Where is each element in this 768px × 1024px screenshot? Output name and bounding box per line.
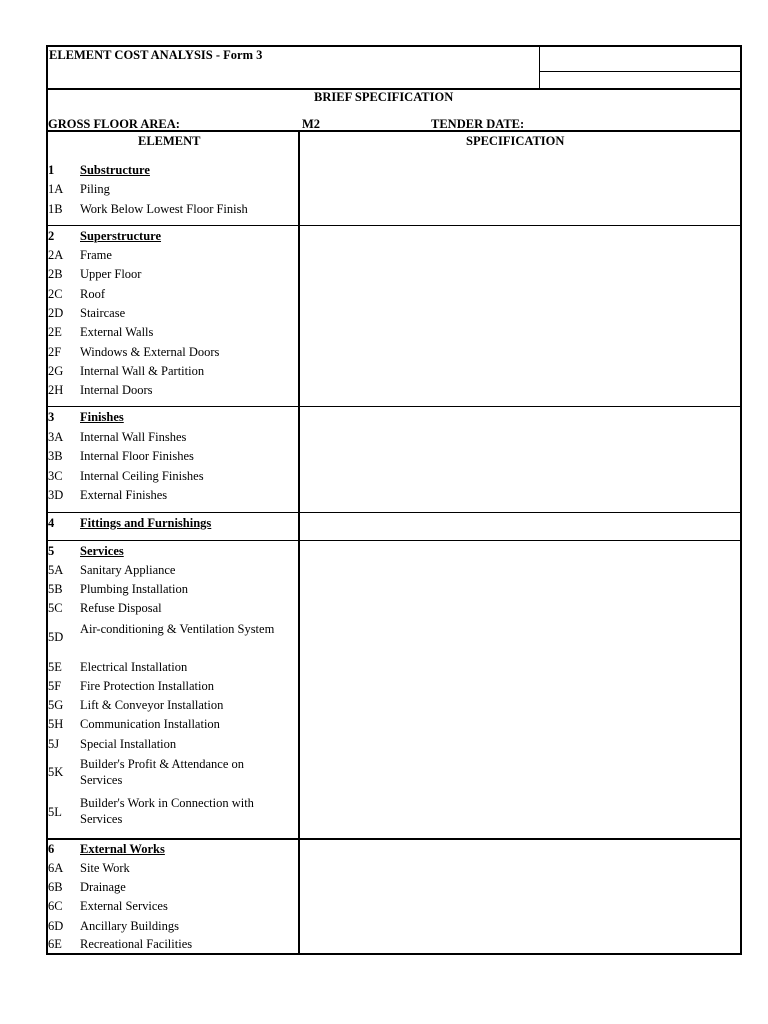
item-code: 5A [48, 563, 64, 577]
item-label: Refuse Disposal [80, 601, 162, 615]
item-label: Internal Ceiling Finishes [80, 469, 204, 483]
item-code: 6C [48, 899, 63, 913]
item-code: 6D [48, 919, 64, 933]
item-code: 6E [48, 937, 62, 951]
header-box-divider [539, 45, 540, 88]
form-subtitle: BRIEF SPECIFICATION [314, 90, 454, 104]
tender-date-label: TENDER DATE: [431, 117, 525, 131]
section-title: External Works [80, 842, 165, 856]
item-code: 5H [48, 717, 64, 731]
section-title: Services [80, 544, 124, 558]
item-label: Builder's Profit & Attendance on Services [80, 757, 245, 787]
item-label: External Finishes [80, 488, 168, 502]
item-code: 5K [48, 765, 64, 779]
section-code: 1 [48, 163, 55, 177]
section-title: Finishes [80, 410, 124, 424]
item-label: Plumbing Installation [80, 582, 188, 596]
item-code: 6A [48, 861, 64, 875]
item-label: Ancillary Buildings [80, 919, 179, 933]
section-code: 2 [48, 229, 55, 243]
item-code: 5F [48, 679, 62, 693]
item-label: Electrical Installation [80, 660, 188, 674]
item-code: 2H [48, 383, 64, 397]
item-label: Special Installation [80, 737, 177, 751]
item-label: Communication Installation [80, 717, 220, 731]
item-code: 3A [48, 430, 64, 444]
item-label: Internal Floor Finishes [80, 449, 194, 463]
section-rule-4 [46, 512, 742, 513]
section-rule-3 [46, 406, 742, 407]
item-code: 5L [48, 805, 62, 819]
item-label: External Walls [80, 325, 154, 339]
item-code: 1A [48, 182, 64, 196]
section-code: 3 [48, 410, 55, 424]
item-code: 5J [48, 737, 60, 751]
header-box-midline [539, 71, 742, 72]
item-code: 2D [48, 306, 64, 320]
item-label: Piling [80, 182, 110, 196]
item-label: Lift & Conveyor Installation [80, 698, 224, 712]
item-code: 3D [48, 488, 64, 502]
item-label: Upper Floor [80, 267, 142, 281]
item-label: Frame [80, 248, 112, 262]
item-label: Fire Protection Installation [80, 679, 215, 693]
frame-bottom [46, 953, 742, 955]
item-label: Recreational Facilities [80, 937, 193, 951]
item-label: Internal Doors [80, 383, 153, 397]
section-code: 4 [48, 516, 55, 530]
item-code: 2F [48, 345, 62, 359]
item-code: 5E [48, 660, 62, 674]
section-title: Fittings and Furnishings [80, 516, 212, 530]
item-code: 3B [48, 449, 63, 463]
item-code: 6B [48, 880, 63, 894]
item-label: Work Below Lowest Floor Finish [80, 202, 248, 216]
item-label: Sanitary Appliance [80, 563, 176, 577]
item-label: Roof [80, 287, 105, 301]
item-code: 5B [48, 582, 63, 596]
item-code: 1B [48, 202, 63, 216]
form-title: ELEMENT COST ANALYSIS - Form 3 [49, 48, 263, 62]
section-title: Substructure [80, 163, 150, 177]
item-code: 2B [48, 267, 63, 281]
item-code: 5G [48, 698, 64, 712]
column-divider [298, 130, 300, 954]
item-code: 5D [48, 630, 64, 644]
gross-floor-area-label: GROSS FLOOR AREA: [48, 117, 180, 131]
column-header-specification: SPECIFICATION [466, 134, 565, 148]
section-rule-2 [46, 225, 742, 226]
frame-right [740, 45, 742, 955]
item-code: 2A [48, 248, 64, 262]
item-label: Internal Wall & Partition [80, 364, 205, 378]
section-title: Superstructure [80, 229, 162, 243]
unit-label: M2 [302, 117, 321, 131]
item-code: 2C [48, 287, 63, 301]
item-code: 2E [48, 325, 62, 339]
item-code: 5C [48, 601, 63, 615]
section-rule-6 [46, 838, 742, 840]
item-label: Staircase [80, 306, 126, 320]
section-code: 5 [48, 544, 55, 558]
item-label: Windows & External Doors [80, 345, 220, 359]
item-label: External Services [80, 899, 168, 913]
item-label: Air-conditioning & Ventilation System [80, 622, 275, 636]
item-code: 3C [48, 469, 63, 483]
section-rule-5 [46, 540, 742, 541]
column-header-element: ELEMENT [138, 134, 201, 148]
item-label: Internal Wall Finshes [80, 430, 187, 444]
item-code: 2G [48, 364, 64, 378]
section-code: 6 [48, 842, 55, 856]
item-label: Site Work [80, 861, 130, 875]
item-label: Builder's Work in Connection with Services [80, 796, 254, 826]
item-label: Drainage [80, 880, 126, 894]
